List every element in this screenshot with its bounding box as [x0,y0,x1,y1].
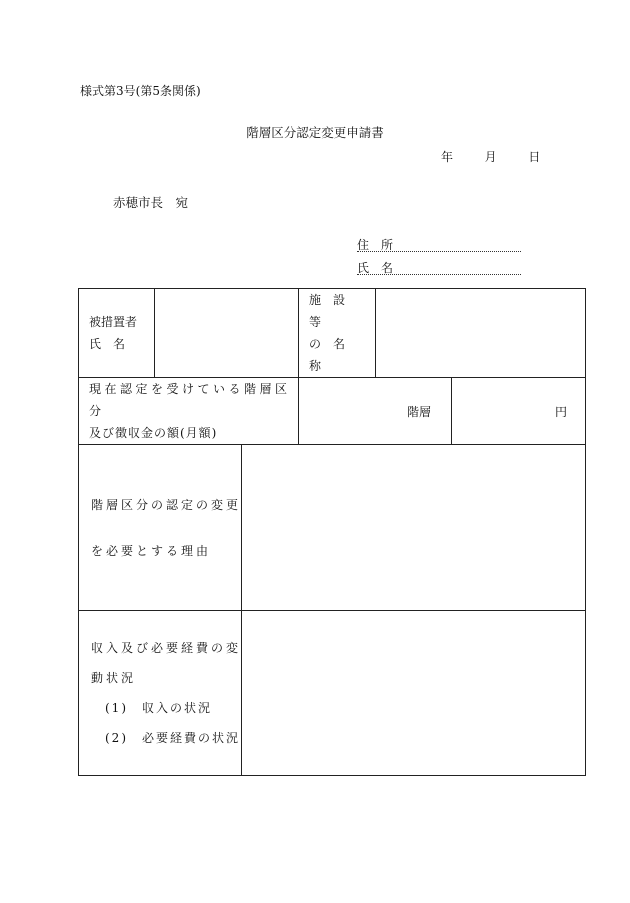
tier-field[interactable] [299,378,452,445]
measure-person-label-cell [79,289,155,378]
document-title: 階層区分認定変更申請書 [246,125,384,140]
address-label: 住 所 [357,238,394,252]
income-label-line1: 収入及び必要経費の変 [91,641,242,655]
address-line[interactable] [357,251,521,252]
measure-person-label-line2: 氏 名 [89,337,126,351]
income-item-1: (1) 収入の状況 [105,701,212,715]
measure-person-label-line1: 被措置者 [89,315,138,329]
tier-unit: 階層 [406,404,431,419]
amount-field[interactable] [452,378,586,445]
date-year: 年 [441,150,454,164]
facility-label-line2: の名称 [309,337,358,373]
reason-label-line2: を必要とする理由 [91,543,212,558]
name-line[interactable] [357,274,521,275]
current-tier-label-line1: 現在認定を受けている階層区分 [89,382,291,418]
current-tier-label-line2: 及び徴収金の額(月額) [89,426,218,440]
income-field[interactable] [242,611,586,776]
income-item-2: (2) 必要経費の状況 [105,731,240,745]
income-label-line2: 動状況 [91,671,137,685]
measure-person-name-field[interactable] [155,289,299,378]
application-table [78,288,586,776]
facility-label-line1: 施設等 [309,293,358,329]
addressee: 赤穂市長 宛 [113,195,189,210]
current-tier-label-cell [79,378,299,445]
date-day: 日 [528,150,541,164]
facility-name-field[interactable] [376,289,586,378]
yen-unit: 円 [554,404,567,419]
income-label-cell [79,611,242,776]
facility-label-cell [299,289,376,378]
form-number: 様式第3号(第5条関係) [80,84,201,98]
reason-label-cell [79,445,242,611]
name-label: 氏 名 [357,261,394,275]
date-line [441,148,540,165]
date-month: 月 [484,150,497,164]
reason-field[interactable] [242,445,586,611]
reason-label-line1: 階層区分の認定の変更 [91,497,242,512]
